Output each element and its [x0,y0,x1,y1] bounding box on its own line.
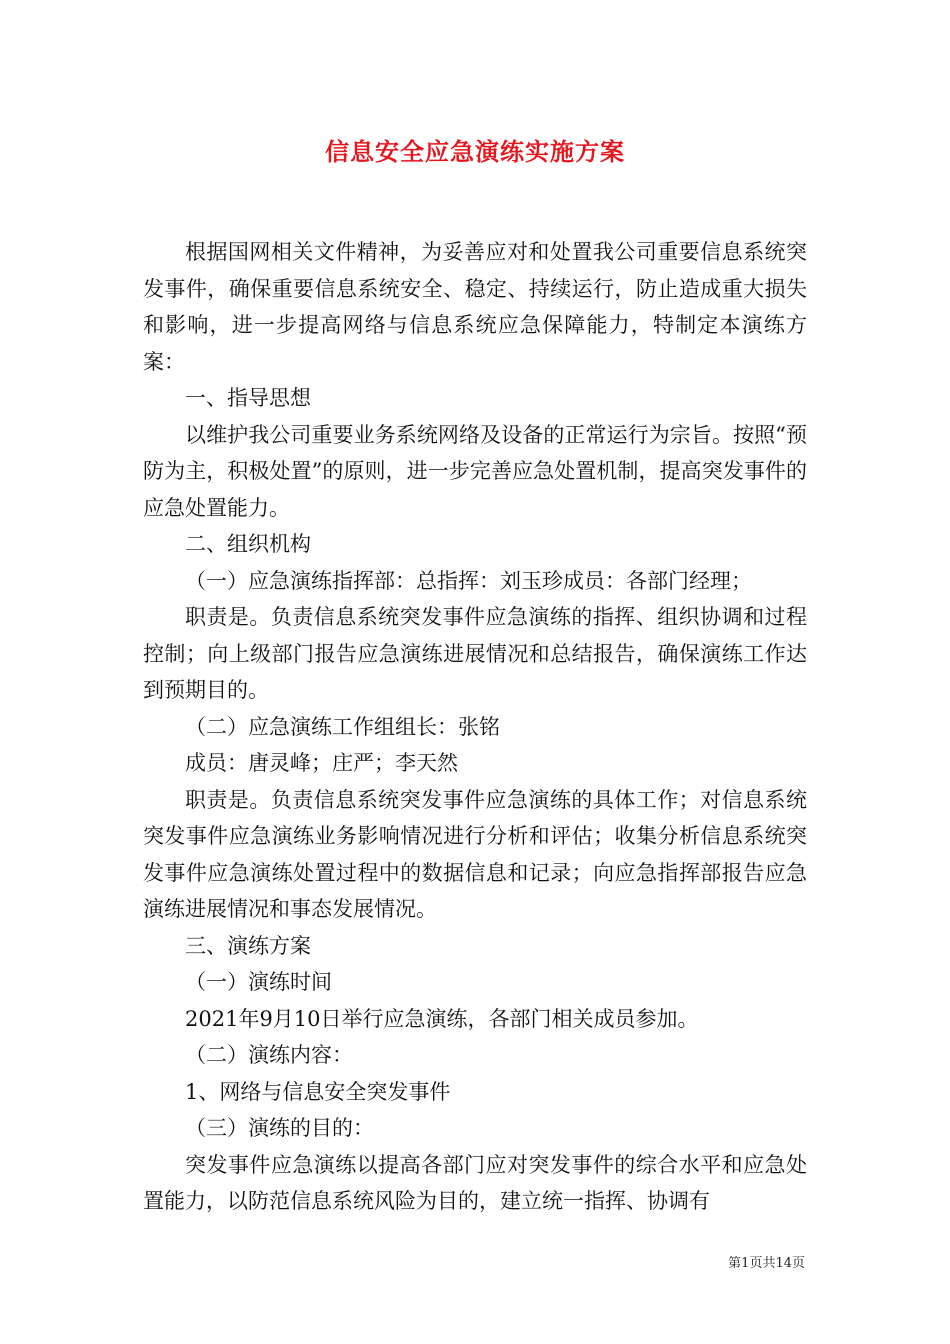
drill-content-item: 1、网络与信息安全突发事件 [185,1079,451,1104]
section-heading-2: 二、组织机构 [185,532,311,556]
working-group-line: （二）应急演练工作组组长：张铭 [185,714,500,739]
command-center-line: （一）应急演练指挥部：总指挥：刘玉珍成员：各部门经理； [185,568,752,593]
members-line: 成员：唐灵峰；庄严；李天然 [185,751,458,775]
drill-content-heading: （二）演练内容： [185,1043,353,1067]
command-duty-paragraph: 职责是。负责信息系统突发事件应急演练的指挥、组织协调和过程控制；向上级部门报告应急演练进展情况和总结报告，确保演练工作达到预期目的。 [143,605,807,702]
page-number-footer: 第1页共14页 [728,1256,805,1271]
intro-paragraph: 根据国网相关文件精神，为妥善应对和处置我公司重要信息系统突发事件，确保重要信息系统安全、稳定、持续运行，防止造成重大损失和影响，进一步提高网络与信息系统应急保障能力，特制定本演练方案： [143,240,807,374]
drill-time-line: 2021年9月10日举行应急演练，各部门相关成员参加。 [185,1006,699,1031]
drill-time-heading: （一）演练时间 [185,970,332,994]
drill-purpose-paragraph: 突发事件应急演练以提高各部门应对突发事件的综合水平和应急处置能力，以防范信息系统风险为目的，建立统一指挥、协调有 [143,1152,807,1213]
document-body [143,234,807,1220]
section-heading-1: 一、指导思想 [185,386,311,410]
working-group-duty-paragraph: 职责是。负责信息系统突发事件应急演练的具体工作；对信息系统突发事件应急演练业务影响情况进行分析和评估；收集分析信息系统突发事件应急演练处置过程中的数据信息和记录；向应急指挥部报告应急演练进展情况和事态发展情况。 [143,787,807,921]
document-title: 信息安全应急演练实施方案 [325,137,625,166]
guiding-principle-paragraph: 以维护我公司重要业务系统网络及设备的正常运行为宗旨。按照“预防为主，积极处置”的原则，进一步完善应急处置机制，提高突发事件的应急处置能力。 [143,422,807,520]
section-heading-3: 三、演练方案 [185,933,311,958]
drill-purpose-heading: （三）演练的目的： [185,1116,374,1140]
